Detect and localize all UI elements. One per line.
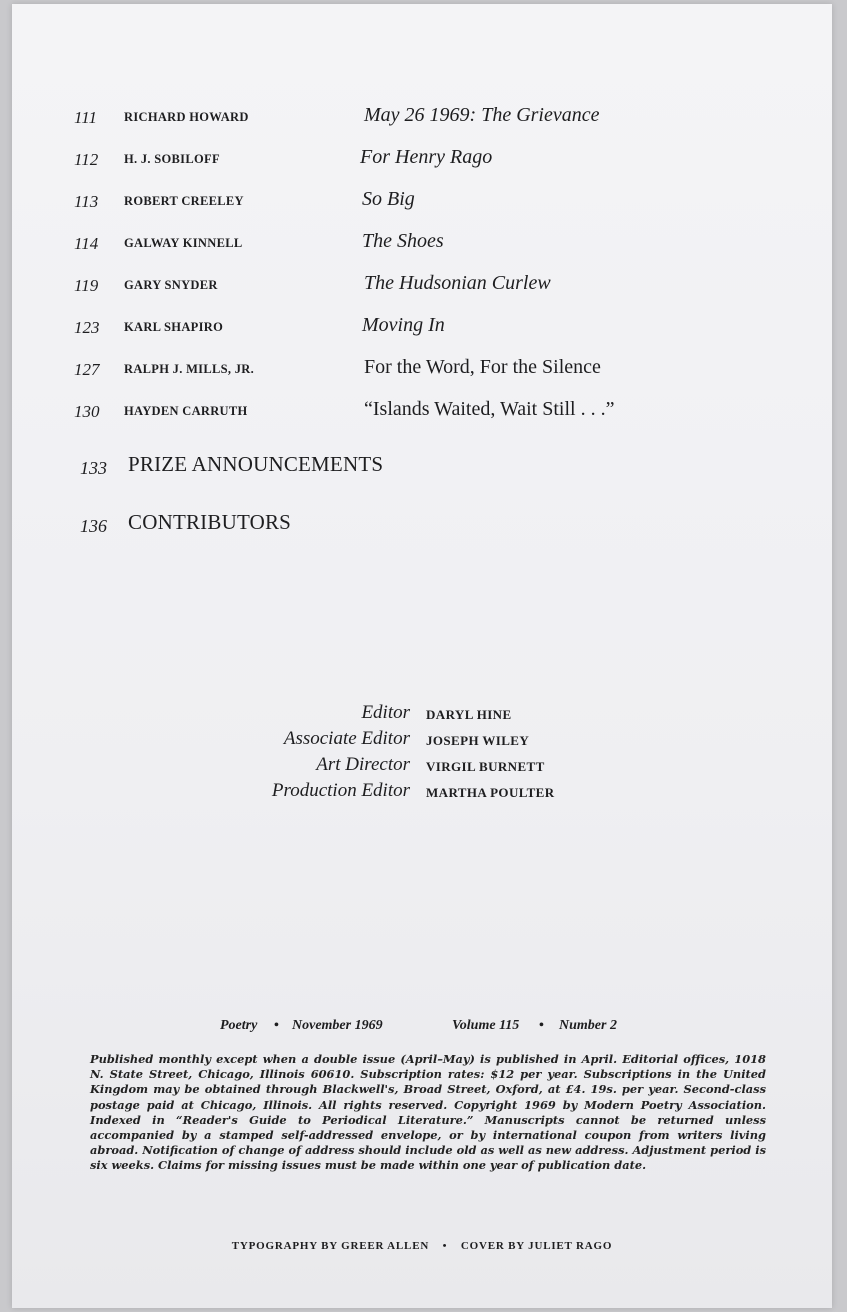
section-entry (12, 452, 832, 488)
page-number: 127 (74, 360, 100, 379)
contents-entry (12, 104, 832, 136)
section-title: PRIZE ANNOUNCEMENTS (128, 452, 384, 476)
contents-entry (12, 188, 832, 220)
staff-role: Associate Editor (283, 728, 410, 749)
separator-dot: • (274, 1018, 279, 1033)
contents-entry (12, 314, 832, 346)
issue-masthead (12, 1018, 832, 1042)
staff-name: DARYL HINE (426, 707, 512, 722)
publication-notice: Published monthly except when a double issue (April–May) is published in April. Editorial offices, 1018 N. State Street, Chicago, Illinois 60610. Subscription rates: $12 per year. Subscriptions in the United Kingdom may be obtained through Blackwell's, Broad Street, Oxford, at £4. 19s. per year. Second-class postage paid at Chicago, Illinois. All rights reserved. Copyright 1969 by Modern Poetry Association. Indexed in “Reader's Guide to Periodical Literature.” Manuscripts cannot be returned unless accompanied by a stamped self-addressed envelope, or by international coupon from writers living abroad. Notification of change of address should include old as well as new address. Adjustment period is six weeks. Claims for missing issues must be made within one year of publication date. (90, 1052, 766, 1173)
staff-role: Editor (361, 702, 410, 723)
poem-title: For the Word, For the Silence (364, 356, 601, 378)
poem-title: For Henry Rago (360, 146, 493, 168)
page-number: 114 (74, 234, 99, 253)
magazine-page (12, 4, 832, 1308)
volume-label: Volume 115 (452, 1018, 520, 1033)
author-name: RALPH J. MILLS, JR. (124, 362, 255, 376)
contents-entry (12, 398, 832, 430)
page-number: 133 (80, 458, 107, 478)
poem-title: The Hudsonian Curlew (364, 272, 551, 294)
issue-number: Number 2 (559, 1018, 617, 1033)
staff-name: VIRGIL BURNETT (426, 759, 545, 774)
poem-title: So Big (362, 188, 415, 210)
page-number: 123 (74, 318, 100, 337)
contents-entry (12, 356, 832, 388)
staff-role: Art Director (316, 754, 410, 775)
magazine-name: Poetry (220, 1018, 258, 1033)
typography-credit: TYPOGRAPHY BY GREER ALLEN (231, 1240, 430, 1252)
credits-line (12, 1240, 832, 1252)
editorial-staff (12, 702, 832, 806)
author-name: RICHARD HOWARD (124, 110, 249, 124)
author-name: HAYDEN CARRUTH (124, 404, 248, 418)
staff-name: MARTHA POULTER (426, 785, 555, 800)
page-number: 130 (74, 402, 100, 421)
contents-entry (12, 230, 832, 262)
staff-row (12, 754, 832, 780)
author-name: H. J. SOBILOFF (124, 152, 220, 166)
staff-row (12, 728, 832, 754)
poem-title: May 26 1969: The Grievance (364, 104, 600, 126)
poem-title: “Islands Waited, Wait Still . . .” (364, 398, 615, 420)
author-name: GARY SNYDER (124, 278, 218, 292)
contents-entry (12, 146, 832, 178)
staff-name: JOSEPH WILEY (426, 733, 530, 748)
author-name: ROBERT CREELEY (124, 194, 244, 208)
staff-row (12, 780, 832, 806)
page-number: 119 (74, 276, 99, 295)
staff-row (12, 702, 832, 728)
page-number: 113 (74, 192, 99, 211)
issue-date: November 1969 (292, 1018, 383, 1033)
contents-entry (12, 272, 832, 304)
separator-dot: • (442, 1240, 448, 1252)
page-number: 112 (74, 150, 99, 169)
section-entry (12, 510, 832, 546)
page-number: 136 (80, 516, 107, 536)
staff-role: Production Editor (271, 780, 410, 801)
author-name: KARL SHAPIRO (124, 320, 224, 334)
cover-credit: COVER BY JULIET RAGO (460, 1240, 613, 1252)
poem-title: Moving In (362, 314, 445, 336)
section-title: CONTRIBUTORS (128, 510, 292, 534)
separator-dot: • (539, 1018, 544, 1033)
author-name: GALWAY KINNELL (124, 236, 243, 250)
page-number: 111 (74, 108, 97, 127)
poem-title: The Shoes (362, 230, 444, 252)
